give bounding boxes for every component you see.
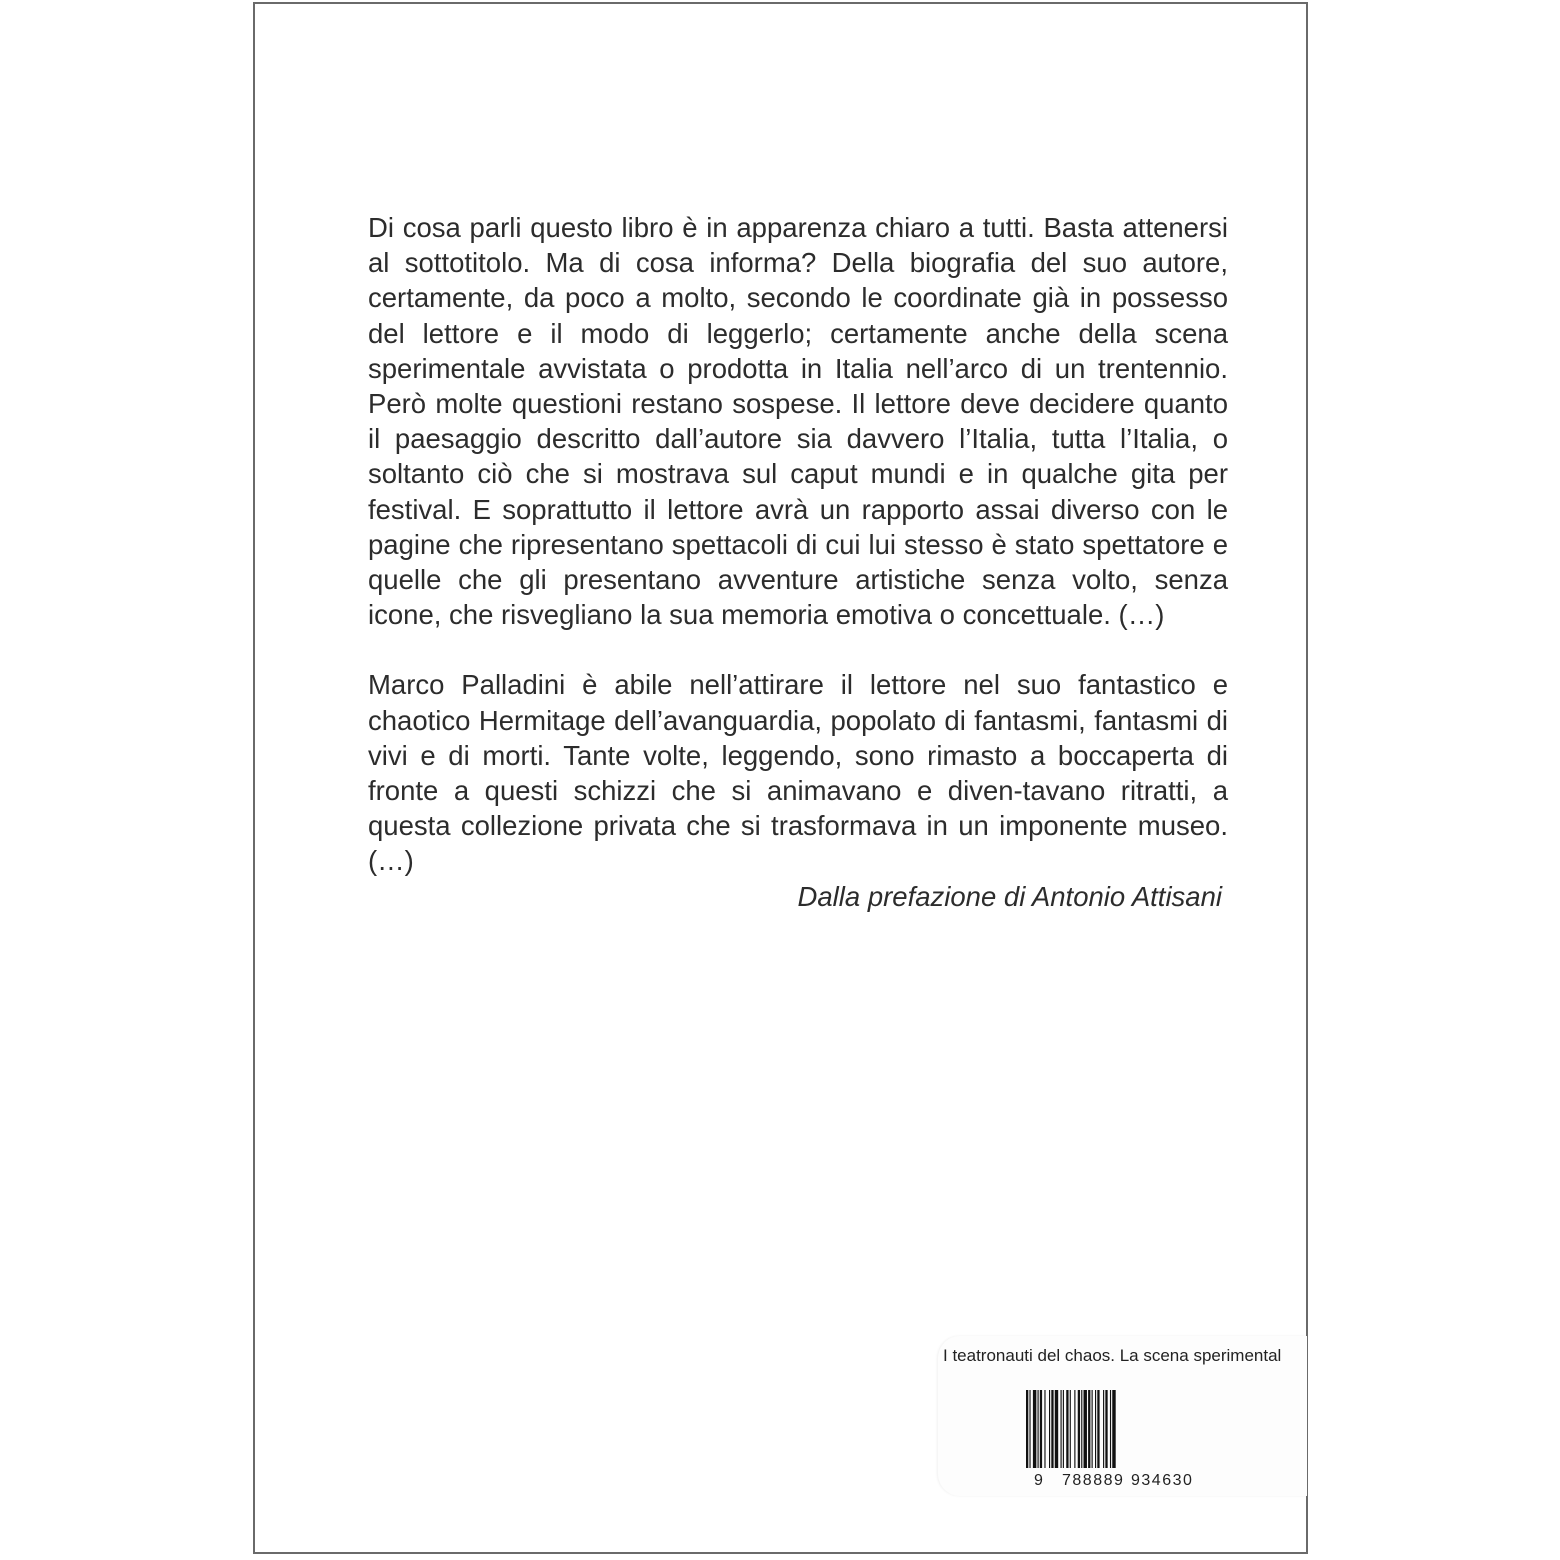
- barcode-first-digit: 9: [1034, 1472, 1043, 1489]
- blurb-paragraph-1: Di cosa parli questo libro è in apparenza chiaro a tutti. Basta attenersi al sottotitolo. Ma di cosa informa? Della biografia del suo autore, certamente, da poco a molto, secondo le coordinate già in possesso del lettore e il modo di leggerlo; certamente anche della scena sperimentale avvistata o prodotta in Italia nell’arco di un trentennio. Però molte questioni restano sospese. Il lettore deve decidere quanto il paesaggio descritto dall’autore sia davvero l’Italia, tutta l’Italia, o soltanto ciò che si mostrava sul caput mundi e in qualche gita per festival. E soprattutto il lettore avrà un rapporto assai diverso con le pagine che ripresentano spettacoli di cui lui stesso è stato spettatore e quelle che gli presentano avventure artistiche senza volto, senza icone, che risvegliano la sua memoria emotiva o concettuale. (…): [368, 212, 1228, 631]
- price-sticker: [938, 1336, 1307, 1496]
- barcode-left-digits: 788889: [1062, 1472, 1125, 1489]
- back-cover-blurb: [368, 210, 1228, 914]
- sticker-title: I teatronauti del chaos. La scena sperimental: [943, 1346, 1282, 1365]
- barcode-right-digits: 934630: [1131, 1472, 1194, 1489]
- barcode-icon: [1024, 1390, 1144, 1472]
- preface-attribution: Dalla prefazione di Antonio Attisani: [797, 880, 1222, 912]
- blurb-paragraph-2: Marco Palladini è abile nell’attirare il lettore nel suo fantastico e chaotico Hermitage dell’avanguardia, popolato di fantasmi, fantasmi di vivi e di morti. Tante volte, leggendo, sono rimasto a boccaperta di fronte a questi schizzi che si animavano e diven-tavano ritratti, a questa collezione privata che si trasformava in un imponente museo. (…): [368, 669, 1228, 877]
